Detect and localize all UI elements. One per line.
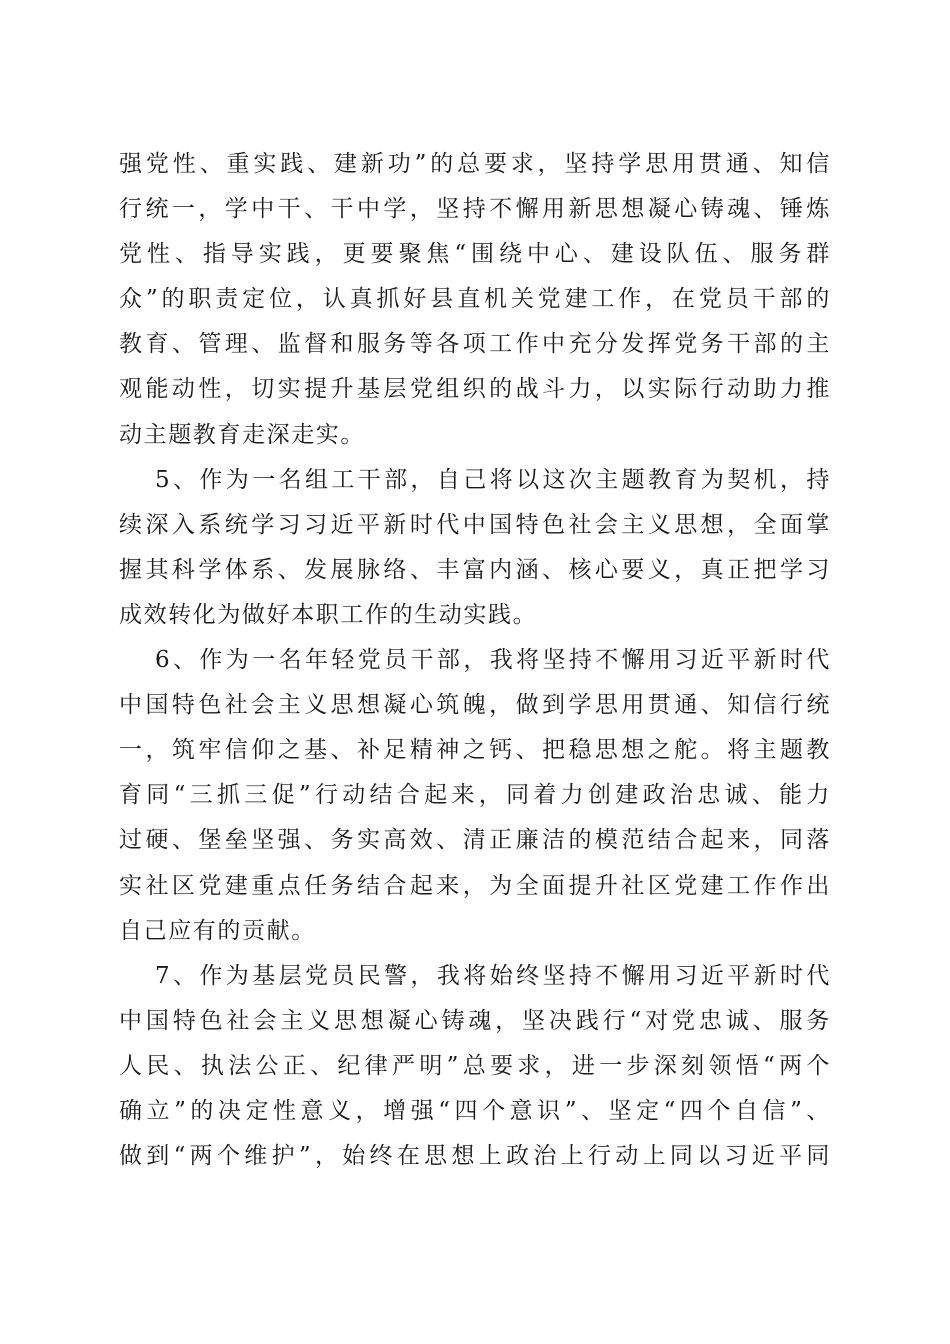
- paragraph-continuation: [119, 142, 831, 458]
- paragraph-item-7: [119, 954, 831, 1179]
- text-line: 自己应有的贡献。: [119, 917, 316, 944]
- text-line: 成效转化为做好本职工作的生动实践。: [119, 601, 538, 628]
- text-line: 行统一，学中干、干中学，坚持不懈用新思想凝心铸魂、锤炼: [119, 196, 831, 223]
- paragraph-item-5: [119, 458, 831, 638]
- paragraph-item-6: [119, 638, 831, 954]
- text-line: 握其科学体系、发展脉络、丰富内涵、核心要义，真正把学习: [119, 556, 831, 583]
- text-line: 教育、管理、监督和服务等各项工作中充分发挥党务干部的主: [119, 331, 831, 358]
- text-line: 7、作为基层党员民警，我将始终坚持不懈用习近平新时代: [155, 962, 831, 989]
- text-line: 党性、指导实践，更要聚焦“围绕中心、建设队伍、服务群: [119, 241, 831, 268]
- text-line: 一，筑牢信仰之基、补足精神之钙、把稳思想之舵。将主题教: [119, 737, 831, 764]
- text-line: 确立”的决定性意义，增强“四个意识”、坚定“四个自信”、: [119, 1097, 831, 1124]
- text-line: 动主题教育走深走实。: [119, 421, 365, 448]
- text-line: 众”的职责定位，认真抓好县直机关党建工作，在党员干部的: [119, 286, 831, 313]
- text-line: 5、作为一名组工干部，自己将以这次主题教育为契机，持: [155, 466, 831, 493]
- text-line: 中国特色社会主义思想凝心筑魄，做到学思用贯通、知信行统: [119, 692, 831, 719]
- text-line: 过硬、堡垒坚强、务实高效、清正廉洁的模范结合起来，同落: [119, 827, 831, 854]
- text-line: 人民、执法公正、纪律严明”总要求，进一步深刻领悟“两个: [119, 1052, 831, 1079]
- text-line: 强党性、重实践、建新功”的总要求，坚持学思用贯通、知信: [119, 151, 831, 177]
- text-line: 做到“两个维护”，始终在思想上政治上行动上同以习近平同: [119, 1143, 831, 1170]
- text-line: 实社区党建重点任务结合起来，为全面提升社区党建工作作出: [119, 872, 831, 899]
- text-line: 观能动性，切实提升基层党组织的战斗力，以实际行动助力推: [119, 376, 831, 403]
- text-line: 育同“三抓三促”行动结合起来，同着力创建政治忠诚、能力: [119, 782, 831, 809]
- body-text: [119, 142, 831, 1179]
- text-line: 续深入系统学习习近平新时代中国特色社会主义思想，全面掌: [119, 511, 831, 538]
- text-line: 中国特色社会主义思想凝心铸魂，坚决践行“对党忠诚、服务: [119, 1007, 831, 1034]
- text-line: 6、作为一名年轻党员干部，我将坚持不懈用习近平新时代: [155, 647, 831, 674]
